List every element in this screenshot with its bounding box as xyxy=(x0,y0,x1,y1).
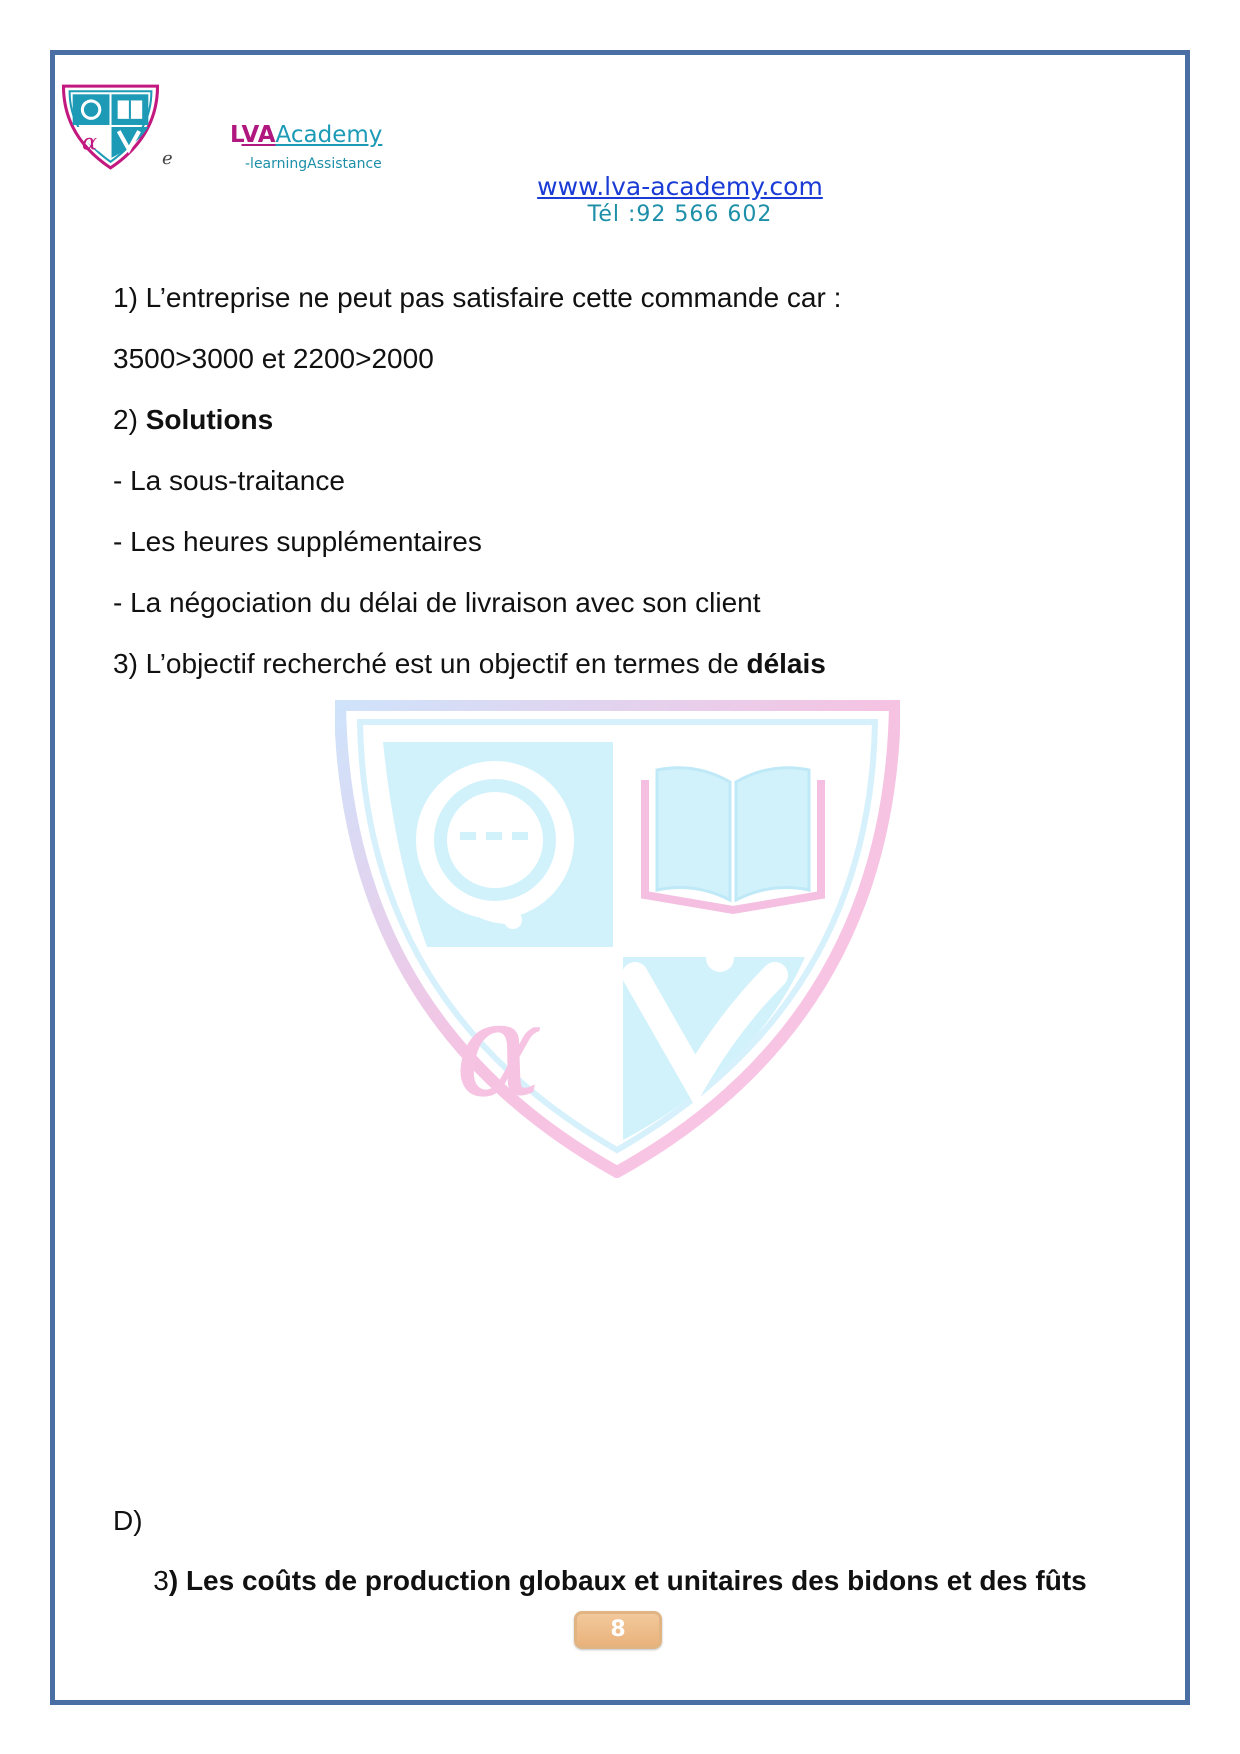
phone-number: Tél :92 566 602 xyxy=(587,202,773,227)
logo-e-mark: e xyxy=(162,148,173,169)
brand-name xyxy=(230,122,382,148)
brand-academy: Academy xyxy=(275,122,383,148)
brand-tagline: -learningAssistance xyxy=(245,156,382,172)
q3-bold-answer: délais xyxy=(746,648,826,679)
q2-number: 2) xyxy=(113,404,146,435)
solution-item: - Les heures supplémentaires xyxy=(113,526,482,557)
brand-lv: L xyxy=(230,122,242,148)
q2-heading xyxy=(113,404,273,436)
page-number-badge: 8 xyxy=(574,1611,662,1649)
website-link[interactable]: www.lva-academy.com xyxy=(537,172,823,201)
solution-item: - La sous-traitance xyxy=(113,465,345,496)
q2-title: Solutions xyxy=(145,404,274,435)
section-title xyxy=(60,1565,1180,1597)
svg-text:α: α xyxy=(455,974,543,1126)
q3-text: 3) L’objectif recherché est un objectif en termes de xyxy=(113,648,747,679)
brand-va: VA xyxy=(241,122,276,148)
solution-item: - La négociation du délai de livraison avec son client xyxy=(113,587,761,618)
q1-statement: 1) L’entreprise ne peut pas satisfaire cette commande car : xyxy=(113,282,842,313)
lva-logo-icon xyxy=(58,80,163,172)
section-letter: D) xyxy=(113,1505,143,1536)
section-title-text: ) Les coûts de production globaux et unitaires des bidons et des fûts xyxy=(168,1565,1087,1596)
svg-text:α: α xyxy=(81,129,98,156)
section-number: 3 xyxy=(153,1565,169,1596)
q1-values: 3500>3000 et 2200>2000 xyxy=(113,343,434,374)
watermark-shield-icon xyxy=(335,700,900,1178)
q3-statement xyxy=(113,648,826,680)
